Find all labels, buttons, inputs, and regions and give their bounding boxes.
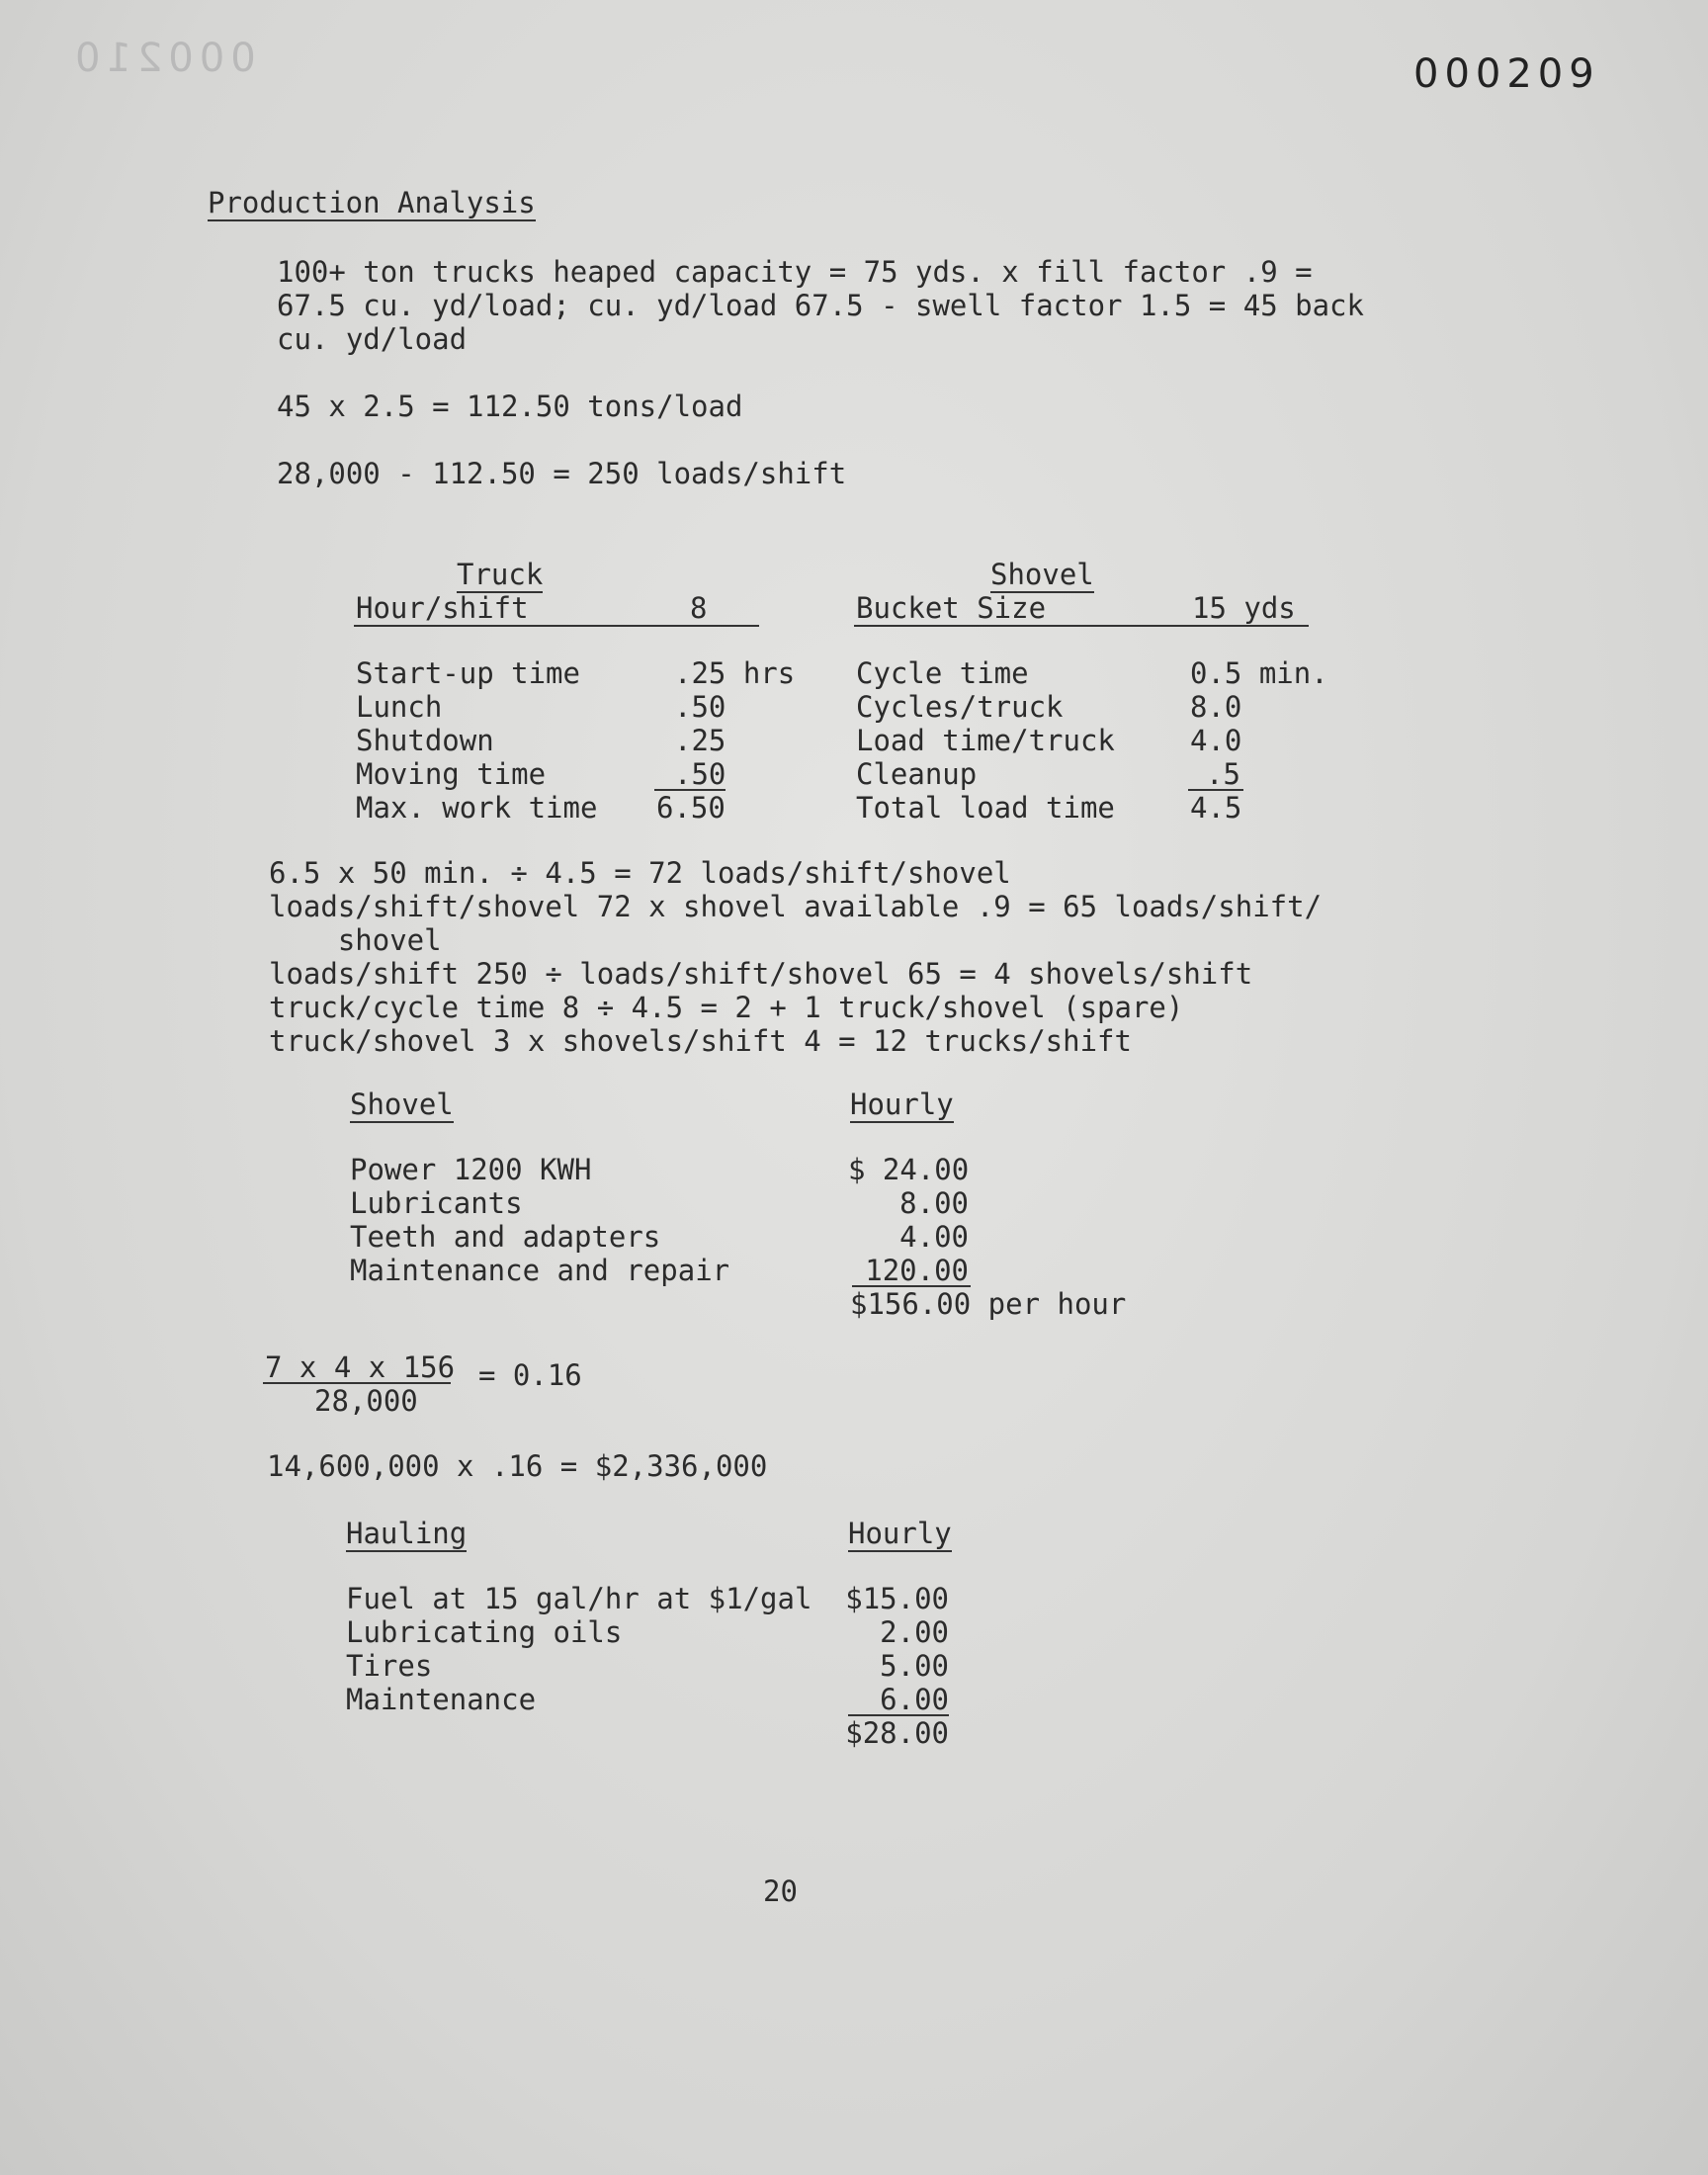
hauling-title: Hauling (346, 1517, 468, 1550)
truck-row-label: Start-up time (356, 656, 580, 690)
shovel-cost-row-value: 4.00 (899, 1220, 969, 1254)
bleed-through-serial: 000210 (69, 36, 256, 81)
shovel-header-value: 15 yds (1192, 591, 1296, 625)
loads-calc-line: 6.5 x 50 min. ÷ 4.5 = 72 loads/shift/shovel (269, 856, 1011, 890)
shovel-cost-col-header: Hourly (850, 1088, 954, 1121)
truck-row-value: .50 (674, 690, 726, 724)
shovel-row-value: 0.5 min. (1190, 656, 1328, 690)
hauling-row-label: Lubricating oils (346, 1615, 623, 1649)
loads-calc-line: loads/shift 250 ÷ loads/shift/shovel 65 = 4 shovels/shift (269, 957, 1253, 991)
truck-row-label: Shutdown (356, 724, 494, 757)
shovel-row-label: Total load time (856, 791, 1115, 825)
intro-line-2: 67.5 cu. yd/load; cu. yd/load 67.5 - swell factor 1.5 = 45 back (277, 289, 1364, 322)
loads-per-shift-calc: 28,000 - 112.50 = 250 loads/shift (277, 457, 847, 490)
truck-row-value: 6.50 (656, 791, 726, 825)
shovel-row-label: Cycle time (856, 656, 1029, 690)
tons-per-load-calc: 45 x 2.5 = 112.50 tons/load (277, 390, 743, 423)
shovel-cost-row-label: Maintenance and repair (350, 1254, 730, 1287)
fraction-result: = 0.16 (478, 1358, 582, 1392)
truck-row-label: Moving time (356, 757, 547, 791)
hauling-col-header: Hourly (848, 1517, 952, 1550)
hauling-row-label: Maintenance (346, 1683, 537, 1716)
loads-calc-line: shovel (269, 923, 442, 957)
hauling-row-value: 5.00 (880, 1649, 949, 1683)
truck-row-label: Lunch (356, 690, 443, 724)
intro-line-3: cu. yd/load (277, 322, 468, 356)
truck-row-value: .50 (674, 757, 726, 791)
shovel-spec-title: Shovel (990, 558, 1094, 591)
shovel-cost-row-label: Teeth and adapters (350, 1220, 661, 1254)
document-serial-number: 000209 (1413, 51, 1600, 97)
shovel-row-value: .5 (1206, 757, 1240, 791)
page-number: 20 (763, 1874, 798, 1908)
shovel-cost-total: $156.00 per hour (850, 1287, 1127, 1321)
page-title: Production Analysis (208, 186, 536, 219)
shovel-row-label: Load time/truck (856, 724, 1115, 757)
truck-row-value: .25 hrs (674, 656, 796, 690)
loads-calc-line: truck/cycle time 8 ÷ 4.5 = 2 + 1 truck/shovel (spare) (269, 991, 1184, 1024)
shovel-row-label: Cycles/truck (856, 690, 1064, 724)
hauling-row-value: 6.00 (880, 1683, 949, 1716)
shovel-cost-row-value: $ 24.00 (848, 1153, 970, 1186)
fraction-denominator: 28,000 (314, 1384, 418, 1418)
truck-row-label: Max. work time (356, 791, 598, 825)
total-cost-calc: 14,600,000 x .16 = $2,336,000 (267, 1449, 768, 1483)
shovel-cost-row-label: Power 1200 KWH (350, 1153, 592, 1186)
shovel-header-rule (854, 625, 1309, 627)
truck-table-title: Truck (457, 558, 544, 591)
loads-calc-line: loads/shift/shovel 72 x shovel available .9 = 65 loads/shift/ (269, 890, 1323, 923)
truck-header-label: Hour/shift (356, 591, 529, 625)
fraction-numerator: 7 x 4 x 156 (265, 1350, 456, 1384)
shovel-row-value: 4.0 (1190, 724, 1242, 757)
loads-calc-line: truck/shovel 3 x shovels/shift 4 = 12 trucks/shift (269, 1024, 1132, 1058)
hauling-row-label: Fuel at 15 gal/hr at $1/gal (346, 1582, 812, 1615)
hauling-row-label: Tires (346, 1649, 433, 1683)
shovel-row-value: 4.5 (1190, 791, 1242, 825)
hauling-total: $28.00 (845, 1716, 949, 1750)
shovel-cost-row-value: 8.00 (899, 1186, 969, 1220)
shovel-cost-row-value: 120.00 (865, 1254, 969, 1287)
shovel-row-value: 8.0 (1190, 690, 1242, 724)
hauling-row-value: 2.00 (880, 1615, 949, 1649)
shovel-row-label: Cleanup (856, 757, 978, 791)
truck-header-value: 8 (690, 591, 708, 625)
shovel-cost-row-label: Lubricants (350, 1186, 523, 1220)
intro-line-1: 100+ ton trucks heaped capacity = 75 yds. x fill factor .9 = (277, 255, 1313, 289)
shovel-cost-title: Shovel (350, 1088, 454, 1121)
shovel-header-label: Bucket Size (856, 591, 1047, 625)
truck-header-rule (354, 625, 759, 627)
hauling-row-value: $15.00 (845, 1582, 949, 1615)
truck-row-value: .25 (674, 724, 726, 757)
